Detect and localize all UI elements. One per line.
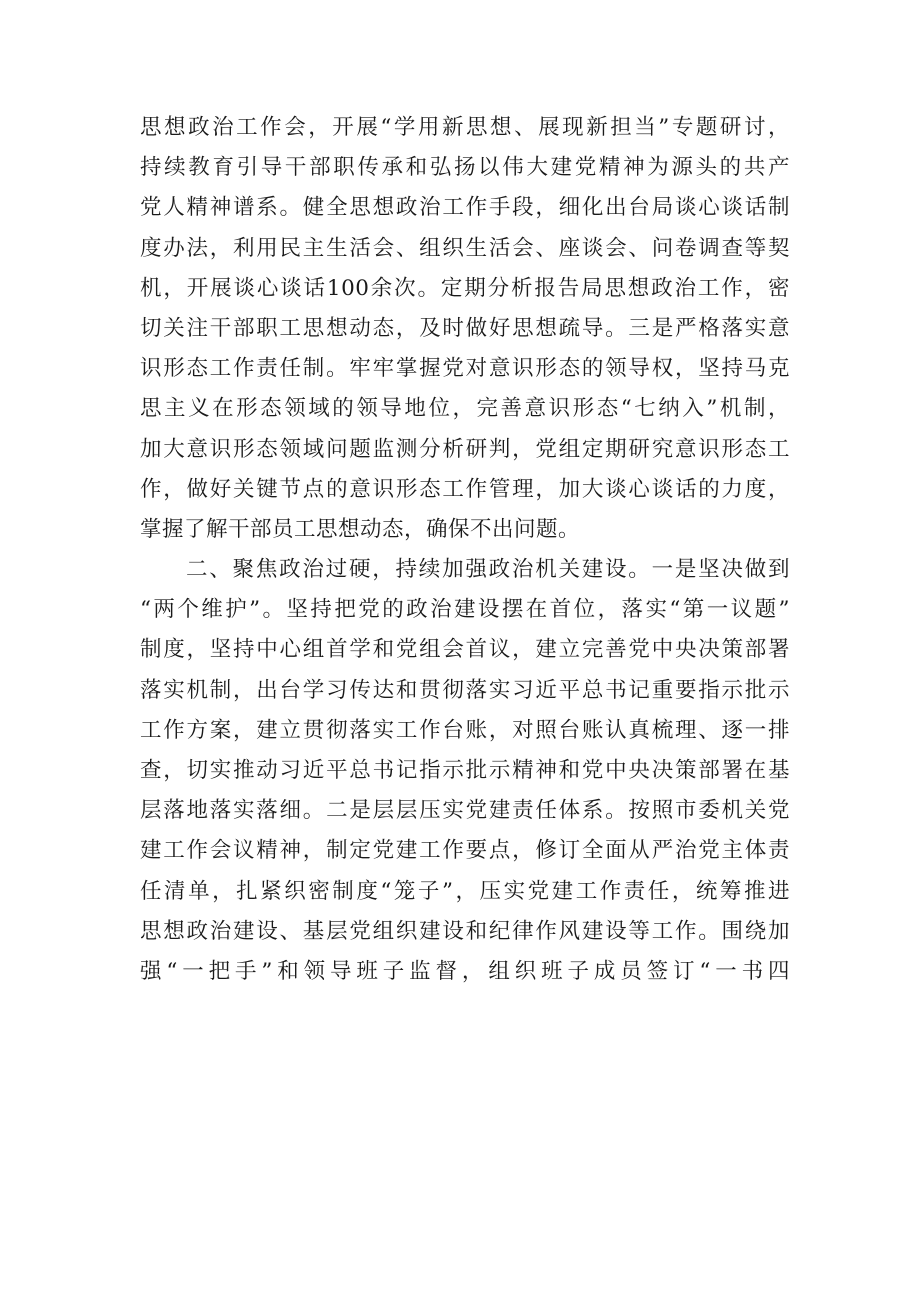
text-line: 党人精神谱系。健全思想政治工作手段，细化出台局谈心谈话制 — [140, 195, 790, 221]
text-line: 思想政治工作会，开展“学用新思想、展现新担当”专题研讨， — [140, 115, 790, 140]
paragraph-2 — [140, 550, 790, 992]
text-line: “两个维护”。坚持把党的政治建设摆在首位，落实“第一议题” — [140, 597, 790, 623]
text-line: 思主义在形态领域的领导地位，完善意识形态“七纳入”机制， — [140, 396, 790, 422]
text-line: 度办法，利用民主生活会、组织生活会、座谈会、问卷调查等契 — [140, 235, 790, 261]
text-line: 持续教育引导干部职传承和弘扬以伟大建党精神为源头的共产 — [140, 155, 790, 181]
text-line: 切关注干部职工思想动态，及时做好思想疏导。三是严格落实意 — [140, 315, 790, 341]
text-line: 机，开展谈心谈话100余次。定期分析报告局思想政治工作，密 — [140, 275, 790, 301]
text-line: 掌握了解干部员工思想动态，确保不出问题。 — [140, 516, 581, 542]
text-line: 作，做好关键节点的意识形态工作管理，加大谈心谈话的力度， — [140, 476, 790, 502]
text-line: 任清单，扎紧织密制度“笼子”，压实党建工作责任，统筹推进 — [140, 878, 790, 904]
text-line: 层落地落实落细。二是层层压实党建责任体系。按照市委机关党 — [140, 798, 790, 824]
text-line: 加大意识形态领域问题监测分析研判，党组定期研究意识形态工 — [140, 436, 790, 462]
text-line: 制度，坚持中心组首学和党组会首议，建立完善党中央决策部署 — [140, 637, 790, 663]
paragraph-1 — [140, 108, 790, 550]
text-line: 查，切实推动习近平总书记指示批示精神和党中央决策部署在基 — [140, 758, 790, 783]
text-line: 二、聚焦政治过硬，持续加强政治机关建设。一是坚决做到 — [186, 557, 790, 583]
text-line: 思想政治建设、基层党组织建设和纪律作风建设等工作。围绕加 — [140, 918, 790, 944]
document-body — [140, 108, 790, 992]
text-line: 建工作会议精神，制定党建工作要点，修订全面从严治党主体责 — [140, 838, 790, 864]
text-line: 强“一把手”和领导班子监督，组织班子成员签订“一书四 — [140, 958, 790, 984]
text-line: 落实机制，出台学习传达和贯彻落实习近平总书记重要指示批示 — [140, 677, 790, 703]
text-line: 识形态工作责任制。牢牢掌握党对意识形态的领导权，坚持马克 — [140, 356, 790, 382]
text-line: 工作方案，建立贯彻落实工作台账，对照台账认真梳理、逐一排 — [140, 717, 790, 743]
